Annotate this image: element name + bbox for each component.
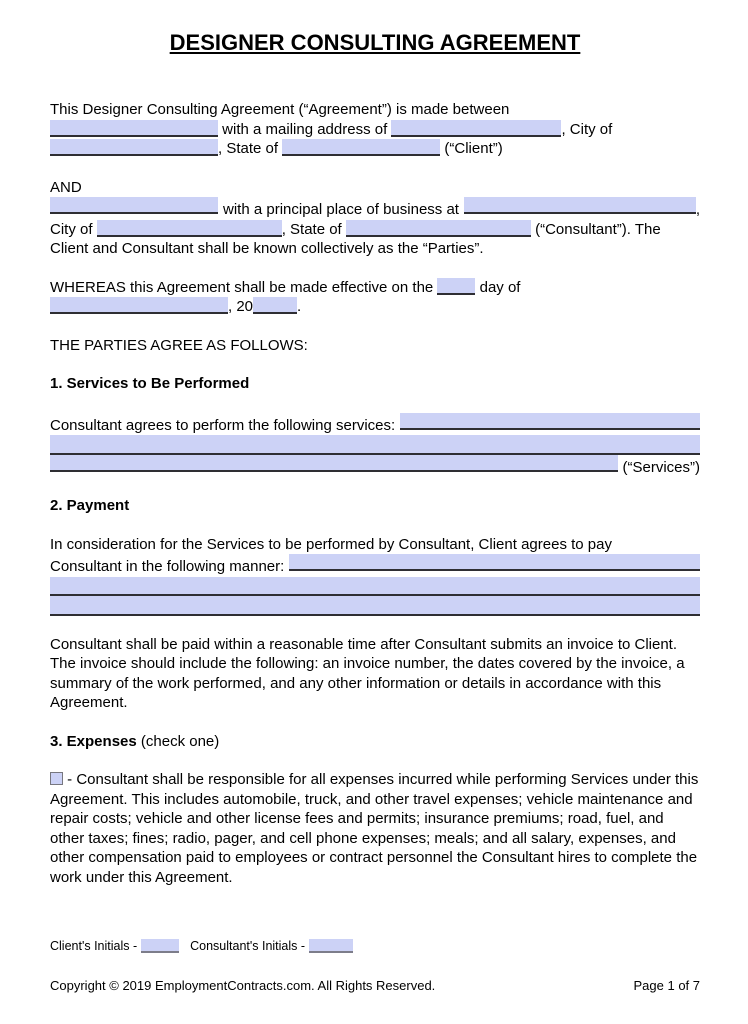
- services-paren-text: (“Services”): [622, 458, 700, 476]
- client-initials-field[interactable]: [141, 939, 179, 953]
- comma-text: ,: [695, 201, 700, 218]
- and-label: AND: [50, 178, 82, 196]
- consultant-line2: [50, 220, 700, 240]
- consultant-paren-text: (“Consultant”). The: [535, 220, 661, 238]
- parties-line: [50, 239, 700, 259]
- state-of-text: , State of: [218, 140, 279, 157]
- whereas-text: WHEREAS this Agreement shall be made effective on the: [50, 278, 434, 296]
- comma-20-text: , 20: [228, 298, 254, 315]
- section1-body: [50, 413, 700, 478]
- page-number: Page 1 of 7: [633, 978, 700, 993]
- period-text: .: [297, 298, 302, 315]
- footer-row: [50, 978, 700, 994]
- consultant-state-of-text: , State of: [281, 220, 342, 238]
- payment-lead1-text: In consideration for the Services to be performed by Consultant, Client agrees to pay: [50, 535, 612, 553]
- services-lead-line: [50, 413, 700, 436]
- parties-text: Client and Consultant shall be known collectively as the “Parties”.: [50, 240, 484, 257]
- consultant-initials-label: Consultant's Initials -: [190, 939, 306, 953]
- invoice-paragraph-text: Consultant shall be paid within a reasonable time after Consultant submits an invoice to Client. The invoice should include the following: an invoice number, the dates covered by the invoice, a summary of the work performed, and any other information or details in accordance with this Agreement.: [50, 635, 685, 711]
- and-label-line: [50, 178, 700, 198]
- expenses-dash-text: -: [67, 771, 73, 788]
- intro-paragraph: [50, 100, 700, 159]
- day-of-text: day of: [479, 278, 521, 296]
- consultant-paragraph: [50, 178, 700, 259]
- intro-line3: [50, 139, 700, 159]
- section2-body: [50, 535, 700, 616]
- client-name-field[interactable]: [50, 120, 218, 137]
- payment-field-line3[interactable]: [50, 596, 700, 616]
- expenses-option-text: Consultant shall be responsible for all expenses incurred while performing Services under this Agreement. This includes automobile, truck, and other travel expenses; vehicle maintenance and repair costs; vehicle and other license fees and permits; insurance premiums; road, fuel, and other taxes; fines; radio, pager, and cell phone expenses; meals; and all salary, expenses, and other compensation paid to employees or contract personnel the Consultant hires to complete the work under this Agreement.: [50, 771, 699, 886]
- section2-heading-text: 2. Payment: [50, 497, 130, 514]
- intro-line1-text: This Designer Consulting Agreement (“Agreement”) is made between: [50, 101, 510, 118]
- whereas-paragraph: [50, 278, 700, 317]
- intro-line2: [50, 120, 700, 140]
- intro-line1: [50, 100, 700, 120]
- page-title: DESIGNER CONSULTING AGREEMENT: [169, 30, 581, 55]
- consultant-city-of-text: City of: [50, 220, 93, 238]
- city-of-text: , City of: [561, 120, 613, 138]
- agree-heading: [50, 336, 700, 356]
- check-one-text: (check one): [140, 732, 220, 750]
- expenses-option-checkbox[interactable]: [50, 772, 63, 785]
- whereas-line2: [50, 297, 700, 317]
- section3-heading-text: 3. Expenses: [50, 732, 137, 750]
- expenses-option-paragraph: [50, 770, 700, 887]
- copyright-text: Copyright © 2019 EmploymentContracts.com. All Rights Reserved.: [50, 978, 436, 993]
- initials-row: [50, 938, 353, 954]
- mailing-address-text: with a mailing address of: [222, 120, 388, 138]
- client-state-field[interactable]: [282, 139, 440, 156]
- client-address-field[interactable]: [391, 120, 561, 137]
- consultant-line1: [50, 197, 700, 220]
- effective-month-field[interactable]: [50, 297, 228, 314]
- services-tail-line: [50, 455, 700, 478]
- section3-heading: [50, 732, 700, 752]
- consultant-name-field[interactable]: [50, 197, 218, 214]
- payment-lead-line2: [50, 554, 700, 577]
- consultant-state-field[interactable]: [346, 220, 531, 237]
- payment-lead2-text: Consultant in the following manner:: [50, 558, 285, 575]
- agree-heading-text: THE PARTIES AGREE AS FOLLOWS:: [50, 336, 308, 354]
- services-lead-text: Consultant agrees to perform the following services:: [50, 416, 396, 434]
- services-field-line3[interactable]: [50, 455, 618, 472]
- client-paren-text: (“Client”): [444, 140, 503, 157]
- payment-field-line2[interactable]: [50, 577, 700, 597]
- payment-field-line1[interactable]: [289, 554, 700, 571]
- consultant-city-field[interactable]: [97, 220, 282, 237]
- section2-heading: [50, 496, 700, 516]
- services-field-line1[interactable]: [400, 413, 700, 430]
- principal-place-text: with a principal place of business at: [223, 201, 459, 218]
- section1-heading-text: 1. Services to Be Performed: [50, 375, 250, 392]
- client-city-field[interactable]: [50, 139, 218, 156]
- payment-lead-line1: [50, 535, 700, 555]
- effective-day-field[interactable]: [437, 278, 475, 295]
- whereas-line1: [50, 278, 700, 298]
- consultant-address-field[interactable]: [464, 197, 696, 214]
- client-initials-label: Client's Initials -: [50, 939, 138, 953]
- services-field-line2[interactable]: [50, 435, 700, 455]
- consultant-initials-field[interactable]: [309, 939, 353, 953]
- effective-year-field[interactable]: [253, 297, 297, 314]
- section1-heading: [50, 374, 700, 394]
- invoice-paragraph: [50, 635, 700, 713]
